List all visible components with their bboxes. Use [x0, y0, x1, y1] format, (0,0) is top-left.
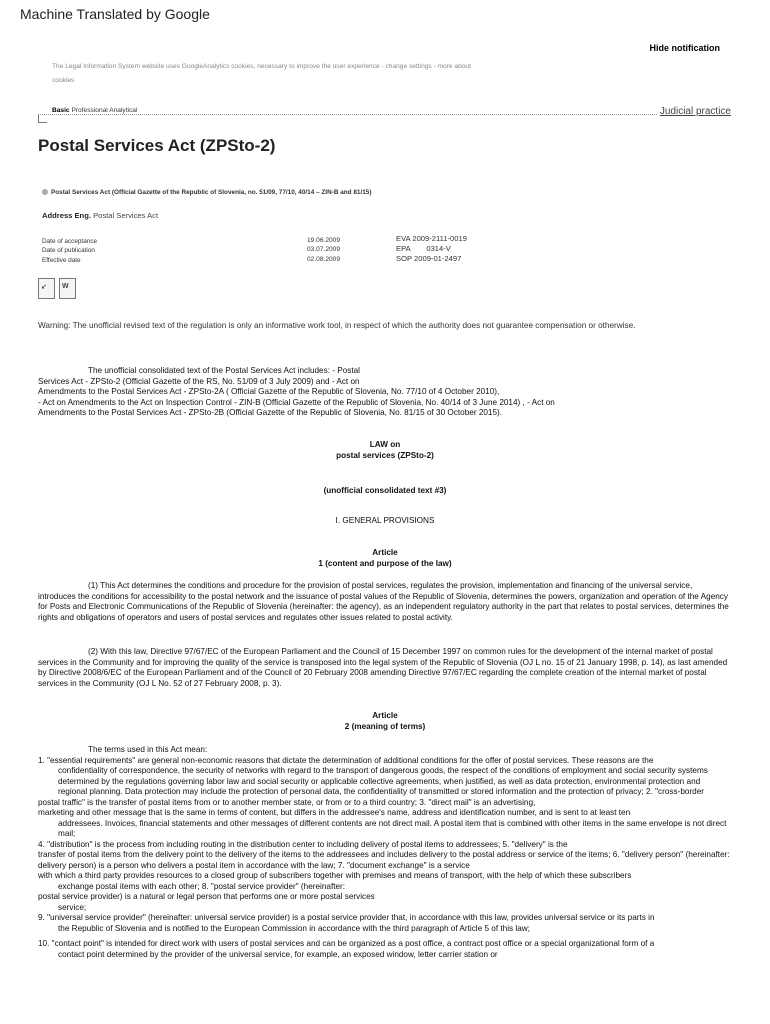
article-title: 1 (content and purpose of the law): [318, 558, 452, 568]
code-key: EVA: [396, 234, 411, 243]
word-icon[interactable]: W: [59, 278, 76, 299]
article-label: Article: [372, 548, 398, 557]
list-item: exchange postal items with each other; 8. "postal service provider" (hereinafter:: [58, 881, 346, 891]
address-label: Address Eng.: [42, 211, 91, 220]
list-item: service;: [58, 902, 87, 912]
consolidated-line: The unofficial consolidated text of the Postal Services Act includes: - Postal: [88, 366, 361, 375]
address-line: [42, 211, 158, 220]
address-value: Postal Services Act: [93, 211, 159, 220]
consolidated-line: Services Act - ZPSto-2 (Official Gazette of the RS, No. 51/09 of 3 July 2009) and - Act on: [38, 376, 360, 386]
consolidated-note: [38, 366, 678, 419]
paragraph-text: (1) This Act determines the conditions and procedure for the provision of postal services, regulates the provision, implementation and financing of the universal service, introduces the conditions for accessibility to the postal network and the issuance of postal values of the Republic of Slovenia, determines the powers, organization and operation of the Agency for Posts and Electronic Communications of the Republic of Slovenia (hereinafter: the agency), as an independent regulatory authority in the part that relates to postal services, determines the rights and obligations of operators and users of postal services and regulates other issues related to postal activity.: [38, 581, 729, 622]
article-1-heading: [0, 548, 770, 569]
gazette-text: Postal Services Act (Official Gazette of the Republic of Slovenia, no. 51/09, 77/10, 40/14 – ZIN-B and 81/15): [51, 189, 372, 196]
article-2-heading: [0, 711, 770, 732]
article-label: Article: [372, 711, 398, 720]
list-item: with which a third party provides resources to a closed group of subscribers together with premises and means of transport, with the help of which these subscribers: [38, 871, 632, 880]
date-values: [307, 236, 340, 264]
cookie-notice-line: The Legal Information System website uses GoogleAnalytics cookies, necessary to improve the user experience - change settings - more about: [52, 63, 471, 70]
download-icons: [38, 278, 80, 300]
law-heading-line: postal services (ZPSto-2): [336, 450, 434, 460]
article-1-paragraph-2: [38, 647, 731, 689]
pdf-icon[interactable]: ↙: [38, 278, 55, 299]
judicial-practice-link[interactable]: Judicial practice: [657, 106, 731, 117]
code-key: SOP: [396, 254, 412, 263]
tab-corner: [38, 114, 47, 123]
list-item: confidentiality of correspondence, the security of networks with regard to the transport of dangerous goods, the respect of the conditions of employment and social security systems determined by the regulations governing labor law and social security or applicable collective agreements, when justified, as well as data protection, environmental protection and regional planning. Data protection may include the protection of personal data, the confidentiality of transmitted or stored information and the protection of privacy; 2. "cross-border: [58, 766, 708, 796]
cookie-notice-line-2: cookies: [52, 77, 75, 84]
terms-list: [38, 745, 731, 960]
list-item: 4. "distribution" is the process from including routing in the distribution center to including delivery of postal items to addressees; 5. "delivery" is the: [38, 839, 568, 849]
list-item: 1. "essential requirements" are general non-economic reasons that dictate the determination of additional conditions for the offer of postal services. These reasons are the: [38, 755, 654, 765]
article-title: 2 (meaning of terms): [344, 721, 426, 731]
gazette-reference: [42, 189, 371, 196]
document-codes: [396, 234, 467, 264]
consolidated-line: Amendments to the Postal Services Act - ZPSto-2A ( Official Gazette of the Republic of Slovenia, No. 77/10 of 4 October 2010),: [38, 387, 500, 396]
list-item: 10. "contact point" is intended for direct work with users of postal services and can be organized as a post office, a contract post office or a special organizational form of a: [38, 939, 655, 948]
list-item: the Republic of Slovenia and is notified to the European Commission in accordance with the third paragraph of Article 5 of this law;: [58, 923, 530, 933]
consolidated-line: Amendments to the Postal Services Act - ZPSto-2B (Official Gazette of the Republic of Slovenia, No. 81/15 of 30 October 2015).: [38, 408, 503, 417]
paragraph-text: (2) With this law, Directive 97/67/EC of the European Parliament and the Council of 15 December 1997 on common rules for the development of the internal market of postal services in the Community and for improving the quality of the service is transposed into the legal system of the Republic of Slovenia (OJ L no. 15 of 21 January 1998, p. 14), as last amended by Directive 2008/6/EC of the European Parliament and of the Council of 20 February 2008 amending Directive 97/67/EC regarding the complete creation of the internal market of postal services in the Community (OJ L No. 52 of 27 February 2008, p. 3).: [38, 647, 728, 688]
list-item: addressees. Invoices, financial statements and other messages of different contents are not direct mail. A postal item that is combined with other items in the same envelope is not direct mail;: [58, 818, 727, 838]
law-subheading: (unofficial consolidated text #3): [323, 486, 447, 495]
consolidated-line: - Act on Amendments to the Act on Inspection Control - ZIN-B (Official Gazette of the Republic of Slovenia, No. 40/14 of 3 June 2014) , - Act on: [38, 397, 555, 407]
date-value: 19.06.2009: [307, 237, 341, 244]
section-heading: I. GENERAL PROVISIONS: [335, 516, 435, 525]
date-labels: [42, 237, 97, 265]
list-item: postal traffic" is the transfer of postal items from or to another member state, or from or to a third country; 3. "direct mail" is an advertising,: [38, 797, 536, 807]
tabs-divider: [38, 114, 731, 115]
code-key: EPA: [396, 244, 411, 253]
code-row: [396, 254, 467, 264]
view-tabs: [38, 106, 731, 122]
list-item: postal service provider) is a natural or legal person that performs one or more postal services: [38, 892, 375, 901]
tab-professional[interactable]: Professional: [71, 107, 108, 114]
tab-basic[interactable]: Basic: [52, 107, 70, 114]
list-item: marketing and other message that is the same in terms of content, but differs in the addressee's name, address and identification number, and is sent to at least ten: [38, 808, 631, 817]
date-label: Date of publication: [42, 247, 95, 255]
terms-intro: The terms used in this Act mean:: [88, 745, 208, 754]
date-label: Date of acceptance: [42, 238, 98, 245]
hide-notification-link[interactable]: Hide notification: [649, 43, 720, 53]
tab-list: [52, 107, 140, 114]
list-item: contact point determined by the provider of the universal service, for example, an exposed window, letter carrier station or: [58, 949, 498, 959]
code-value: 0314-V: [426, 244, 451, 253]
date-value: 02.08.2009: [307, 255, 341, 263]
law-heading-line: LAW on: [369, 440, 401, 449]
code-row: [396, 244, 467, 254]
machine-translated-label: Machine Translated by Google: [20, 6, 210, 22]
cookie-notice: [52, 60, 532, 88]
page-title: Postal Services Act (ZPSto-2): [38, 136, 276, 155]
article-1-paragraph-1: [38, 581, 731, 623]
code-row: [396, 234, 467, 244]
date-value: 03.07.2009: [307, 246, 341, 254]
code-value: 2009-2111-0019: [412, 234, 467, 243]
list-item: 9. "universal service provider" (hereinafter: universal service provider) is a postal service provider that, in accordance with this law, provides universal service or its parts in: [38, 913, 655, 922]
bullet-icon: [42, 189, 48, 195]
tab-analytical[interactable]: Analytical: [109, 107, 138, 114]
code-value: 2009-01-2497: [414, 254, 462, 263]
date-label: Effective date: [42, 256, 81, 264]
warning-text: Warning: The unofficial revised text of the regulation is only an informative work tool, in respect of which the authority does not guarantee compensation or otherwise.: [38, 321, 636, 330]
law-heading: [0, 440, 770, 461]
list-item: transfer of postal items from the delivery point to the delivery of the items to the addressees and includes delivery to the postal address or service of the items; 6. "delivery person" (hereinafter: delivery person) is a person who delivers a postal item in accordance with the law; 7. "document exchange" is a service: [38, 850, 730, 870]
